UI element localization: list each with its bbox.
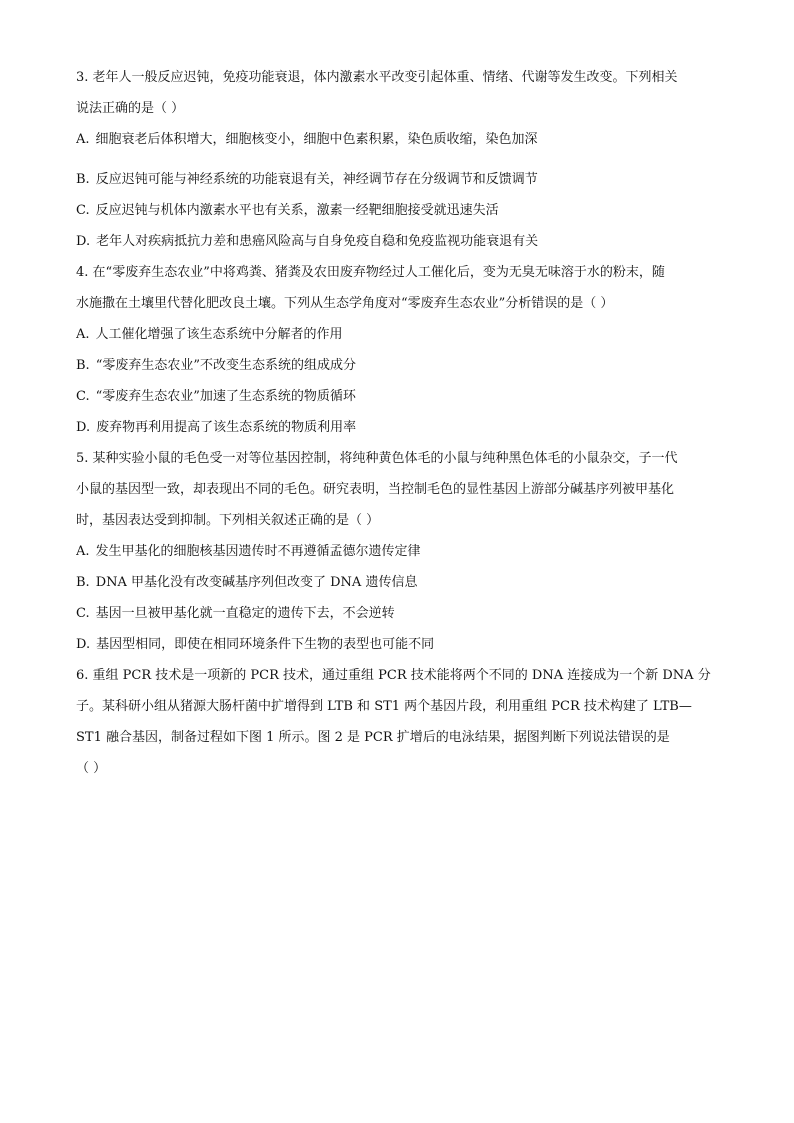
- question-5-stem-line-2: 小鼠的基因型一致，却表现出不同的毛色。研究表明，当控制毛色的显性基因上游部分碱基序列被甲基化: [76, 482, 675, 497]
- question-6-number: 6.: [76, 668, 89, 683]
- question-3-stem-line-1: 3. 老年人一般反应迟钝，免疫功能衰退，体内激素水平改变引起体重、情绪、代谢等发生改变。下列相关: [76, 70, 678, 85]
- question-5-option-c[interactable]: C. 基因一旦被甲基化就一直稳定的遗传下去，不会逆转: [76, 606, 395, 621]
- question-6-stem-line-1: 6. 重组 PCR 技术是一项新的 PCR 技术，通过重组 PCR 技术能将两个不同的 DNA 连接成为一个新 DNA 分: [76, 668, 711, 683]
- question-5-stem: [76, 443, 724, 536]
- question-3-option-a[interactable]: A. 细胞衰老后体积增大，细胞核变小，细胞中色素积累，染色质收缩，染色加深: [76, 132, 538, 147]
- question-6-stem: [76, 660, 724, 784]
- question-list: [76, 62, 724, 784]
- question-4: [76, 257, 724, 443]
- question-4-number: 4.: [76, 265, 89, 280]
- question-3-option-d[interactable]: D. 老年人对疾病抵抗力差和患癌风险高与自身免疫自稳和免疫监视功能衰退有关: [76, 234, 539, 249]
- question-3-number: 3.: [76, 70, 89, 85]
- question-4-stem-line-2: 水施撒在土壤里代替化肥改良土壤。下列从生态学角度对“零废弃生态农业”分析错误的是（ ）: [76, 296, 614, 311]
- question-5-number: 5.: [76, 451, 89, 466]
- question-4-option-c[interactable]: C. “零废弃生态农业”加速了生态系统的物质循环: [76, 389, 356, 404]
- question-4-option-b[interactable]: B. “零废弃生态农业”不改变生态系统的组成成分: [76, 358, 356, 373]
- question-6: [76, 660, 724, 784]
- question-4-option-a[interactable]: A. 人工催化增强了该生态系统中分解者的作用: [76, 327, 343, 342]
- question-3: [76, 62, 724, 257]
- question-5-option-d[interactable]: D. 基因型相同，即使在相同环境条件下生物的表型也可能不同: [76, 637, 435, 652]
- question-3-stem-line-2: 说法正确的是（ ）: [76, 101, 185, 116]
- question-3-option-b[interactable]: B. 反应迟钝可能与神经系统的功能衰退有关，神经调节存在分级调节和反馈调节: [76, 172, 538, 187]
- question-3-option-c[interactable]: C. 反应迟钝与机体内激素水平也有关系，激素一经靶细胞接受就迅速失活: [76, 203, 499, 218]
- question-5-stem-line-1: 5. 某种实验小鼠的毛色受一对等位基因控制，将纯种黄色体毛的小鼠与纯种黑色体毛的小鼠杂交，子一代: [76, 451, 678, 466]
- question-5-option-a[interactable]: A. 发生甲基化的细胞核基因遗传时不再遵循孟德尔遗传定律: [76, 544, 421, 559]
- question-5-option-b[interactable]: B. DNA 甲基化没有改变碱基序列但改变了 DNA 遗传信息: [76, 575, 418, 590]
- question-5: [76, 443, 724, 660]
- question-3-stem: [76, 62, 724, 124]
- question-4-stem: [76, 257, 724, 319]
- question-5-stem-line-3: 时，基因表达受到抑制。下列相关叙述正确的是（ ）: [76, 513, 380, 528]
- question-4-stem-line-1: 4. 在“零废弃生态农业”中将鸡粪、猪粪及农田废弃物经过人工催化后，变为无臭无味溶于水的粉末，随: [76, 265, 665, 280]
- question-6-stem-line-2: 子。某科研小组从猪源大肠杆菌中扩增得到 LTB 和 ST1 两个基因片段，利用重组 PCR 技术构建了 LTB—: [76, 699, 692, 714]
- question-6-stem-line-3: ST1 融合基因，制备过程如下图 1 所示。图 2 是 PCR 扩增后的电泳结果，据图判断下列说法错误的是: [76, 730, 670, 745]
- question-4-option-d[interactable]: D. 废弃物再利用提高了该生态系统的物质利用率: [76, 420, 357, 435]
- question-6-stem-line-4: （ ）: [76, 761, 107, 776]
